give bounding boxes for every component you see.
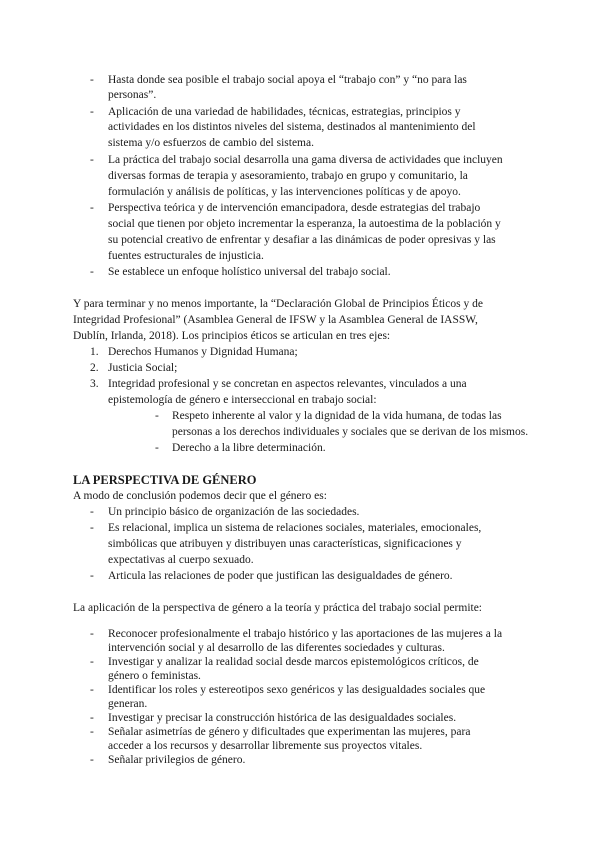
list-item-line: social que tienen por objeto incrementar la esperanza, la autoestima de la población y bbox=[108, 218, 501, 230]
list-item-line: Integridad profesional y se concretan en aspectos relevantes, vinculados a una bbox=[108, 378, 467, 390]
list-item-line: Articula las relaciones de poder que justifican las desigualdades de género. bbox=[108, 570, 453, 582]
list-dash: - bbox=[90, 570, 94, 582]
list-item-line: Se establece un enfoque holístico universal del trabajo social. bbox=[108, 266, 391, 278]
list-item-line: su potencial creativo de enfrentar y desafiar a las dinámicas de poder opresivas y las bbox=[108, 234, 496, 246]
list-item-line: Respeto inherente al valor y la dignidad de la vida humana, de todas las bbox=[172, 410, 502, 422]
list-dash: - bbox=[90, 522, 94, 534]
list-dash: - bbox=[90, 202, 94, 214]
paragraph-line: Y para terminar y no menos importante, la “Declaración Global de Principios Éticos y de bbox=[73, 298, 483, 310]
list-dash: - bbox=[90, 712, 94, 724]
list-item-line: fuentes estructurales de injusticia. bbox=[108, 250, 264, 262]
list-dash: - bbox=[90, 684, 94, 696]
list-dash: - bbox=[90, 506, 94, 518]
paragraph-line: La aplicación de la perspectiva de género a la teoría y práctica del trabajo social permite: bbox=[73, 602, 483, 614]
list-item-line: Investigar y precisar la construcción histórica de las desigualdades sociales. bbox=[108, 712, 457, 724]
list-item-line: Identificar los roles y estereotipos sexo genéricos y las desigualdades sociales que bbox=[108, 684, 486, 696]
list-dash: - bbox=[90, 266, 94, 278]
list-item-line: Hasta donde sea posible el trabajo social apoya el “trabajo con” y “no para las bbox=[108, 74, 467, 86]
list-item-line: personas a los derechos individuales y sociales que se derivan de los mismos. bbox=[172, 426, 529, 438]
section-heading: LA PERSPECTIVA DE GÉNERO bbox=[73, 473, 257, 487]
list-item-line: género o feministas. bbox=[108, 670, 201, 682]
list-item-line: acceder a los recursos y desarrollar libremente sus proyectos vitales. bbox=[108, 740, 423, 752]
paragraph-line: Integridad Profesional” (Asamblea General de IFSW y la Asamblea General de IASSW, bbox=[73, 314, 478, 326]
list-item-line: diversas formas de terapia y asesoramiento, trabajo en grupo y comunitario, la bbox=[108, 170, 468, 182]
list-dash: - bbox=[155, 442, 159, 454]
list-item-line: Es relacional, implica un sistema de relaciones sociales, materiales, emocionales, bbox=[108, 522, 482, 534]
list-item-line: generan. bbox=[108, 698, 148, 710]
paragraph-line: Dublín, Irlanda, 2018). Los principios éticos se articulan en tres ejes: bbox=[73, 330, 391, 342]
list-item-line: simbólicas que atribuyen y distribuyen unas características, significaciones y bbox=[108, 538, 462, 550]
list-dash: - bbox=[90, 74, 94, 86]
list-item-line: La práctica del trabajo social desarrolla una gama diversa de actividades que incluyen bbox=[108, 154, 503, 166]
intro-line: A modo de conclusión podemos decir que el género es: bbox=[73, 490, 327, 502]
list-item-line: expectativas al cuerpo sexuado. bbox=[108, 554, 254, 566]
list-item-line: Investigar y analizar la realidad social desde marcos epistemológicos críticos, de bbox=[108, 656, 479, 668]
list-dash: - bbox=[90, 656, 94, 668]
list-dash: - bbox=[90, 754, 94, 766]
list-number: 3. bbox=[90, 378, 99, 390]
list-item-line: Reconocer profesionalmente el trabajo histórico y las aportaciones de las mujeres a la bbox=[108, 628, 503, 640]
list-dash: - bbox=[155, 410, 159, 422]
list-number: 2. bbox=[90, 362, 99, 374]
list-item-line: Un principio básico de organización de las sociedades. bbox=[108, 506, 360, 518]
list-item-line: Aplicación de una variedad de habilidades, técnicas, estrategias, principios y bbox=[108, 106, 461, 118]
list-item-line: sistema y/o esfuerzos de cambio del sistema. bbox=[108, 137, 314, 149]
list-number: 1. bbox=[90, 346, 99, 358]
list-item-line: epistemología de género e interseccional en trabajo social: bbox=[108, 394, 377, 406]
list-item-line: actividades en los distintos niveles del sistema, destinados al mantenimiento del bbox=[108, 121, 476, 133]
list-item-line: Señalar asimetrías de género y dificultades que experimentan las mujeres, para bbox=[108, 726, 471, 738]
list-item-line: Señalar privilegios de género. bbox=[108, 754, 246, 766]
list-dash: - bbox=[90, 726, 94, 738]
list-dash: - bbox=[90, 106, 94, 118]
list-item-line: Derecho a la libre determinación. bbox=[172, 442, 326, 454]
list-dash: - bbox=[90, 628, 94, 640]
list-item-line: intervención social y al desarrollo de las diferentes sociedades y culturas. bbox=[108, 642, 445, 654]
list-item-line: Perspectiva teórica y de intervención emancipadora, desde estrategias del trabajo bbox=[108, 202, 481, 214]
list-item-line: personas”. bbox=[108, 89, 157, 101]
list-item-line: Justicia Social; bbox=[108, 362, 178, 374]
list-item-line: Derechos Humanos y Dignidad Humana; bbox=[108, 346, 298, 358]
list-item-line: formulación y análisis de políticas, y las intervenciones políticas y de apoyo. bbox=[108, 186, 461, 198]
list-dash: - bbox=[90, 154, 94, 166]
